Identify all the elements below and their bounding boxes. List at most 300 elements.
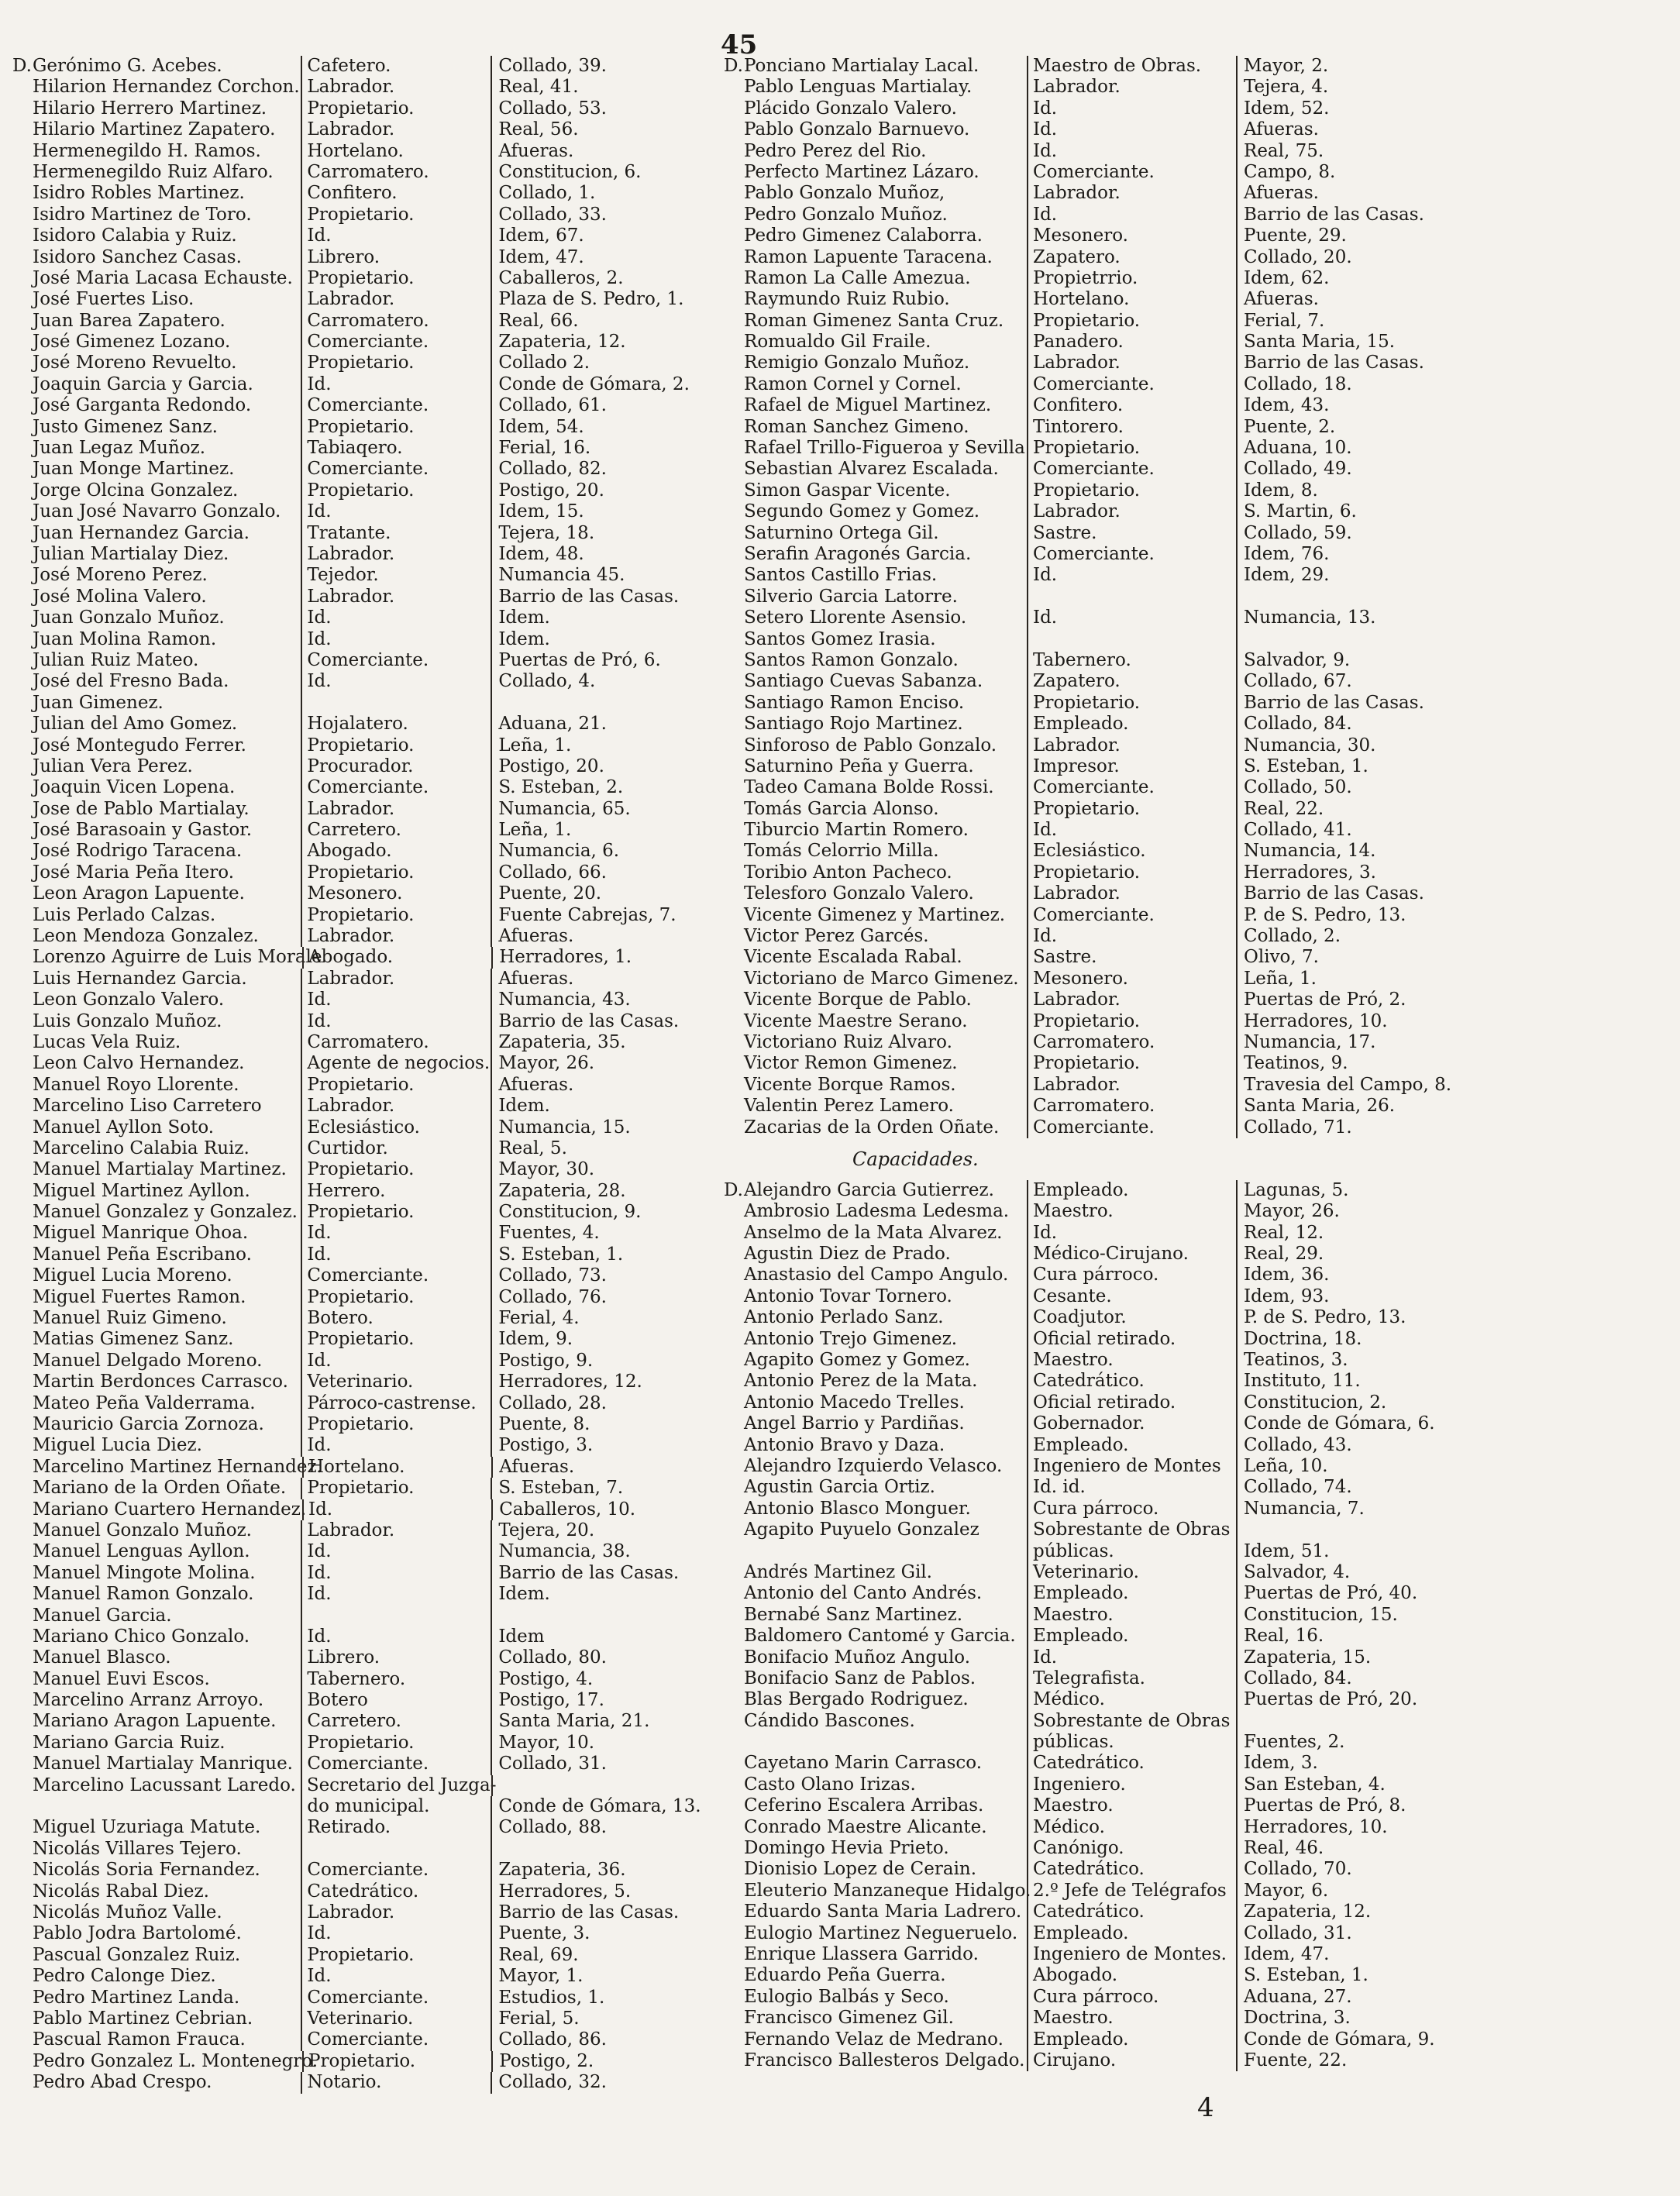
address: Real, 66. xyxy=(491,311,722,332)
person-name xyxy=(744,183,1027,204)
address: Collado, 80. xyxy=(491,1647,722,1668)
person-name-text: Leon Mendoza Gonzalez. xyxy=(33,926,259,947)
register-row xyxy=(744,883,1658,904)
register-row xyxy=(744,1477,1658,1498)
profession: Cura párroco. xyxy=(1027,1265,1236,1286)
profession xyxy=(301,693,491,714)
profession: Comerciante. xyxy=(301,1988,491,2008)
register-row xyxy=(33,1351,722,1372)
profession xyxy=(1027,629,1236,650)
address: Mayor, 10. xyxy=(491,1733,722,1754)
person-name xyxy=(744,1307,1027,1328)
address xyxy=(1236,1711,1461,1732)
address: Postigo, 9. xyxy=(491,1351,722,1372)
register-row xyxy=(744,735,1658,756)
address: Mayor, 30. xyxy=(491,1159,722,1180)
profession: Empleado. xyxy=(1027,714,1236,735)
person-name xyxy=(33,1159,301,1180)
person-name xyxy=(33,1075,301,1096)
person-name-text: Santos Ramon Gonzalo. xyxy=(744,649,959,670)
address: Constitucion, 9. xyxy=(491,1202,722,1223)
register-row xyxy=(33,1902,722,1923)
person-name xyxy=(744,1392,1027,1413)
register-row xyxy=(33,565,722,586)
address: P. de S. Pedro, 13. xyxy=(1236,1307,1461,1328)
person-name xyxy=(744,1371,1027,1392)
person-name xyxy=(744,1711,1027,1732)
profession: Id. xyxy=(301,1584,491,1605)
person-name-text: José Montegudo Ferrer. xyxy=(33,735,246,756)
register-row xyxy=(33,1754,722,1774)
register-row xyxy=(33,735,722,756)
person-name-text: Miguel Martinez Ayllon. xyxy=(33,1180,250,1201)
address: Caballeros, 10. xyxy=(491,1499,722,1520)
person-name-text: Pablo Martinez Cebrian. xyxy=(33,2008,253,2029)
person-name xyxy=(33,544,301,565)
person-name-text: Santiago Cuevas Sabanza. xyxy=(744,671,983,692)
profession: Labrador. xyxy=(301,969,491,990)
right-register-list xyxy=(724,56,1658,1138)
person-name-text: Mariano de la Orden Oñate. xyxy=(33,1478,287,1499)
person-name-text: Manuel Gonzalez y Gonzalez. xyxy=(33,1202,298,1223)
person-name-text: Eulogio Balbás y Seco. xyxy=(744,1986,949,2007)
person-name-text: Saturnino Peña y Guerra. xyxy=(744,756,974,776)
person-name-text: Enrique Llassera Garrido. xyxy=(744,1943,979,1964)
person-name xyxy=(744,205,1027,225)
register-row xyxy=(744,1096,1658,1117)
profession: Propietrrio. xyxy=(1027,268,1236,289)
address: Collado, 61. xyxy=(491,395,722,416)
register-row xyxy=(744,608,1658,628)
profession: Comerciante. xyxy=(1027,1117,1236,1138)
person-name xyxy=(744,1223,1027,1244)
person-name-text: Ambrosio Ladesma Ledesma. xyxy=(744,1201,1010,1222)
address: Afueras. xyxy=(491,1075,722,1096)
register-row xyxy=(744,1329,1658,1350)
address xyxy=(1236,629,1461,650)
address: Real, 56. xyxy=(491,119,722,140)
person-name xyxy=(33,1435,301,1456)
person-name xyxy=(33,395,301,416)
register-row xyxy=(744,1435,1658,1456)
register-row xyxy=(744,587,1658,608)
profession: Notario. xyxy=(301,2072,491,2093)
profession: Tintorero. xyxy=(1027,417,1236,438)
profession: Hortelano. xyxy=(301,141,491,162)
address: Instituto, 11. xyxy=(1236,1371,1461,1392)
address: Collado, 33. xyxy=(491,205,722,225)
profession: Labrador. xyxy=(301,1520,491,1541)
profession: Propietario. xyxy=(301,1329,491,1350)
register-row xyxy=(33,969,722,990)
register-row xyxy=(744,480,1658,501)
profession: Labrador. xyxy=(1027,735,1236,756)
person-name-text: Leon Calvo Hernandez. xyxy=(33,1053,245,1074)
register-row xyxy=(33,374,722,395)
profession: Propietario. xyxy=(301,268,491,289)
person-name xyxy=(744,501,1027,522)
register-row xyxy=(744,77,1658,98)
profession: Comerciante. xyxy=(301,2029,491,2050)
register-row xyxy=(33,1223,722,1244)
address: Real, 16. xyxy=(1236,1626,1461,1647)
person-name xyxy=(33,501,301,522)
register-row xyxy=(33,1923,722,1944)
person-name-text: Tomás Celorrio Milla. xyxy=(744,841,939,862)
address: Idem, 9. xyxy=(491,1329,722,1350)
person-name xyxy=(744,735,1027,756)
person-name-text: Lorenzo Aguirre de Luis Morale xyxy=(33,947,322,968)
profession: Id. id. xyxy=(1027,1477,1236,1498)
profession: Propietario. xyxy=(302,2051,491,2072)
person-name xyxy=(744,990,1027,1010)
register-row xyxy=(744,2050,1658,2071)
person-name-text: Agapito Puyuelo Gonzalez xyxy=(744,1520,979,1540)
person-name-text: Telesforo Gonzalo Valero. xyxy=(744,883,974,904)
address: Tejera, 4. xyxy=(1236,77,1461,98)
profession: Comerciante. xyxy=(1027,162,1236,183)
register-row xyxy=(744,947,1658,968)
profession: Empleado. xyxy=(1027,2029,1236,2050)
profession: Carretero. xyxy=(301,820,491,841)
address: Collado, 50. xyxy=(1236,777,1461,798)
person-name xyxy=(744,162,1027,183)
register-row xyxy=(33,1669,722,1690)
person-name-text: Nicolás Rabal Diez. xyxy=(33,1881,209,1902)
person-name xyxy=(33,2029,301,2050)
register-row xyxy=(33,1138,722,1159)
person-name xyxy=(744,1456,1027,1477)
person-name-text: Segundo Gomez y Gomez. xyxy=(744,501,980,522)
person-name xyxy=(744,332,1027,353)
person-name-text: Juan Legaz Muñoz. xyxy=(33,438,206,459)
profession: Id. xyxy=(301,1626,491,1647)
person-name xyxy=(33,883,301,904)
person-name xyxy=(744,608,1027,628)
register-row xyxy=(744,1350,1658,1371)
address: Ferial, 7. xyxy=(1236,311,1461,332)
address: Idem. xyxy=(491,608,722,628)
register-row xyxy=(744,1456,1658,1477)
person-name xyxy=(744,98,1027,119)
person-name-text: Pablo Jodra Bartolomé. xyxy=(33,1923,242,1944)
register-row xyxy=(744,119,1658,140)
address: Mayor, 6. xyxy=(1236,1881,1461,1902)
profession: Ingeniero de Montes xyxy=(1027,1456,1236,1477)
person-name xyxy=(744,1265,1027,1286)
address: Puertas de Pró, 2. xyxy=(1236,990,1461,1010)
person-name-text: Juan José Navarro Gonzalo. xyxy=(33,501,281,522)
person-name-text: Miguel Manrique Ohoa. xyxy=(33,1223,249,1244)
person-name xyxy=(33,1202,301,1223)
person-name xyxy=(33,1478,301,1499)
address: Collado, 73. xyxy=(491,1265,722,1286)
register-row xyxy=(744,990,1658,1010)
person-name-text: Serafin Aragonés Garcia. xyxy=(744,543,972,564)
register-row xyxy=(744,1711,1658,1732)
address: Teatinos, 9. xyxy=(1236,1053,1461,1074)
profession: Propietario. xyxy=(1027,1011,1236,1032)
register-row xyxy=(33,417,722,438)
person-name xyxy=(744,1477,1027,1498)
person-name-text: Marcelino Martinez Hernandez. xyxy=(33,1456,322,1477)
person-name-text: Vicente Maestre Serano. xyxy=(744,1010,968,1031)
register-row xyxy=(33,1117,722,1138)
person-name xyxy=(744,544,1027,565)
address: Postigo, 17. xyxy=(491,1690,722,1711)
profession: Propietario. xyxy=(301,1733,491,1754)
address: Salvador, 9. xyxy=(1236,650,1461,671)
register-row xyxy=(33,1817,722,1838)
register-row xyxy=(33,587,722,608)
person-name xyxy=(744,947,1027,968)
address: Numancia, 13. xyxy=(1236,608,1461,628)
person-name-text: Hermenegildo H. Ramos. xyxy=(33,140,261,161)
profession: Id. xyxy=(301,671,491,692)
address: Mayor, 26. xyxy=(491,1053,722,1074)
person-name-text: Marcelino Lacussant Laredo. xyxy=(33,1774,296,1795)
address: Zapateria, 36. xyxy=(491,1860,722,1881)
person-name xyxy=(744,225,1027,246)
register-row xyxy=(33,2008,722,2029)
address: Collado, 18. xyxy=(1236,374,1461,395)
profession: Labrador. xyxy=(1027,183,1236,204)
person-name-text: Manuel Lenguas Ayllon. xyxy=(33,1541,250,1562)
person-name-text: Hilarion Hernandez Corchon. xyxy=(33,77,300,98)
register-row xyxy=(744,1244,1658,1265)
person-name xyxy=(33,1181,301,1202)
profession: públicas. xyxy=(1027,1541,1236,1562)
person-name-text: Sinforoso de Pablo Gonzalo. xyxy=(744,735,997,756)
register-row xyxy=(744,650,1658,671)
person-name xyxy=(744,1075,1027,1096)
person-name xyxy=(33,969,301,990)
register-row xyxy=(744,1626,1658,1647)
address: Ferial, 5. xyxy=(491,2008,722,2029)
person-name xyxy=(744,1117,1027,1138)
profession: Id. xyxy=(301,608,491,628)
person-name xyxy=(33,77,301,98)
person-name xyxy=(33,141,301,162)
person-name xyxy=(744,756,1027,777)
person-name xyxy=(744,1987,1027,2008)
profession: Id. xyxy=(1027,926,1236,947)
profession: Médico-Cirujano. xyxy=(1027,1244,1236,1265)
register-row xyxy=(744,311,1658,332)
person-name-text: Roman Gimenez Santa Cruz. xyxy=(744,310,1004,331)
register-row xyxy=(744,1881,1658,1902)
register-row xyxy=(33,1796,722,1817)
register-row xyxy=(744,1987,1658,2008)
person-name-text: Tadeo Camana Bolde Rossi. xyxy=(744,777,994,798)
person-name-text: Andrés Martinez Gil. xyxy=(744,1561,932,1582)
profession: Agente de negocios. xyxy=(301,1053,491,1074)
register-row xyxy=(33,671,722,692)
register-row xyxy=(33,2029,722,2050)
register-row xyxy=(33,1244,722,1265)
person-name xyxy=(744,714,1027,735)
person-name xyxy=(744,141,1027,162)
profession: Propietario. xyxy=(301,1159,491,1180)
person-name xyxy=(33,1011,301,1032)
person-name xyxy=(33,1584,301,1605)
address: Numancia, 65. xyxy=(491,799,722,820)
profession: Maestro. xyxy=(1027,2008,1236,2029)
profession: Maestro. xyxy=(1027,1201,1236,1222)
register-row xyxy=(33,1733,722,1754)
person-name xyxy=(33,735,301,756)
register-row xyxy=(33,1287,722,1308)
person-name-text: Santiago Ramon Enciso. xyxy=(744,692,965,713)
register-row xyxy=(744,1838,1658,1859)
address: Collado, 28. xyxy=(491,1393,722,1414)
profession: Impresor. xyxy=(1027,756,1236,777)
profession: Comerciante. xyxy=(301,1860,491,1881)
register-row xyxy=(744,353,1658,373)
person-name xyxy=(744,565,1027,586)
person-name-text: Raymundo Ruiz Rubio. xyxy=(744,289,950,310)
person-name xyxy=(33,1733,301,1754)
register-row xyxy=(744,374,1658,395)
person-name xyxy=(744,1668,1027,1689)
profession: 2.º Jefe de Telégrafos xyxy=(1027,1881,1236,1902)
address: Caballeros, 2. xyxy=(491,268,722,289)
register-row xyxy=(744,544,1658,565)
person-name xyxy=(33,1414,301,1435)
register-row xyxy=(744,862,1658,883)
person-name xyxy=(33,459,301,480)
register-row xyxy=(744,1562,1658,1583)
profession: Eclesiástico. xyxy=(1027,841,1236,862)
person-name xyxy=(33,1287,301,1308)
address: Herradores, 3. xyxy=(1236,862,1461,883)
address: Numancia, 43. xyxy=(491,990,722,1010)
address: Collado, 84. xyxy=(1236,1668,1461,1689)
address: Real, 46. xyxy=(1236,1838,1461,1859)
person-name-text: Agapito Gomez y Gomez. xyxy=(744,1350,970,1371)
register-row xyxy=(33,1372,722,1392)
profession: Propietario. xyxy=(1027,311,1236,332)
person-name-text: Baldomero Cantomé y Garcia. xyxy=(744,1626,1016,1647)
person-name-text: Cándido Bascones. xyxy=(744,1710,915,1731)
profession: Propietario. xyxy=(1027,862,1236,883)
person-name xyxy=(33,1456,322,1478)
profession: Comerciante. xyxy=(1027,544,1236,565)
address: Collado, 76. xyxy=(491,1287,722,1308)
person-name xyxy=(33,1860,301,1881)
register-row xyxy=(744,629,1658,650)
register-row xyxy=(744,417,1658,438)
person-name-text: Juan Gonzalo Muñoz. xyxy=(33,608,225,628)
address: Puente, 2. xyxy=(1236,417,1461,438)
person-name-text: José Molina Valero. xyxy=(33,586,207,607)
register-row xyxy=(744,1795,1658,1816)
address xyxy=(1236,587,1461,608)
page-number: 45 xyxy=(721,29,758,60)
register-row xyxy=(744,2029,1658,2050)
address: Puente, 29. xyxy=(1236,225,1461,246)
person-name-text: Miguel Lucia Moreno. xyxy=(33,1265,232,1286)
person-name-text: Martin Berdonces Carrasco. xyxy=(33,1372,288,1392)
person-name-text: Miguel Fuertes Ramon. xyxy=(33,1286,246,1307)
register-row xyxy=(33,1096,722,1117)
address: Puente, 3. xyxy=(491,1923,722,1944)
person-name xyxy=(744,1859,1027,1880)
person-name-text: Rafael Trillo-Figueroa y Sevilla xyxy=(744,438,1025,459)
person-name-text: Fernando Velaz de Medrano. xyxy=(744,2029,1004,2050)
profession: Labrador. xyxy=(301,926,491,947)
profession: Id. xyxy=(301,1011,491,1032)
person-name-text: Eulogio Martinez Negueruelo. xyxy=(744,1922,1018,1943)
register-row xyxy=(744,1499,1658,1520)
person-name-text: Julian Martialay Diez. xyxy=(33,543,229,564)
person-name-text: Perfecto Martinez Lázaro. xyxy=(744,161,979,182)
person-name xyxy=(744,523,1027,544)
profession: Labrador. xyxy=(301,1902,491,1923)
person-name-text: Justo Gimenez Sanz. xyxy=(33,416,218,437)
profession: Maestro. xyxy=(1027,1350,1236,1371)
person-name-text: Hilario Herrero Martinez. xyxy=(33,98,267,119)
address: Zapateria, 28. xyxy=(491,1181,722,1202)
register-row xyxy=(33,1520,722,1541)
person-name xyxy=(33,289,301,310)
profession: Abogado. xyxy=(302,947,491,968)
register-row xyxy=(33,1202,722,1223)
address: Real, 41. xyxy=(491,77,722,98)
address: Collado, 31. xyxy=(491,1754,722,1774)
address: Numancia, 38. xyxy=(491,1541,722,1562)
address: Numancia, 14. xyxy=(1236,841,1461,862)
person-name xyxy=(33,1881,301,1902)
register-row xyxy=(744,671,1658,692)
person-name-text: Setero Llorente Asensio. xyxy=(744,608,967,628)
person-name xyxy=(33,183,301,204)
person-name-text: Ramon Cornel y Cornel. xyxy=(744,373,962,394)
person-name xyxy=(33,1053,301,1074)
person-name xyxy=(33,1647,301,1668)
person-name-text: Vicente Borque de Pablo. xyxy=(744,990,972,1010)
person-name-text: Agustin Diez de Prado. xyxy=(744,1244,951,1265)
register-row xyxy=(744,459,1658,480)
address: Idem. xyxy=(491,1096,722,1117)
profession: Comerciante. xyxy=(301,459,491,480)
register-row xyxy=(744,268,1658,289)
profession: Comerciante. xyxy=(301,650,491,671)
register-row xyxy=(744,1774,1658,1795)
person-name xyxy=(33,1520,301,1541)
register-row xyxy=(33,1329,722,1350)
person-name xyxy=(744,1795,1027,1816)
person-name xyxy=(33,2072,301,2093)
profession: Labrador. xyxy=(301,799,491,820)
person-name-text: Marcelino Calabia Ruiz. xyxy=(33,1138,250,1158)
person-name xyxy=(744,1774,1027,1795)
person-name-text: Conrado Maestre Alicante. xyxy=(744,1816,987,1837)
register-row xyxy=(33,77,722,98)
person-name xyxy=(744,1032,1027,1053)
profession: Id. xyxy=(301,1351,491,1372)
register-row xyxy=(33,1032,722,1053)
register-row xyxy=(744,1732,1658,1753)
person-name-text: Manuel Garcia. xyxy=(33,1605,172,1626)
person-name-text: Pascual Gonzalez Ruiz. xyxy=(33,1944,241,1965)
register-row xyxy=(744,1392,1658,1413)
profession: Cirujano. xyxy=(1027,2050,1236,2071)
person-name-text: Mariano Aragon Lapuente. xyxy=(33,1711,277,1732)
address: Mayor, 1. xyxy=(491,1966,722,1987)
register-row xyxy=(744,1944,1658,1965)
person-name-text: Antonio del Canto Andrés. xyxy=(744,1583,983,1604)
